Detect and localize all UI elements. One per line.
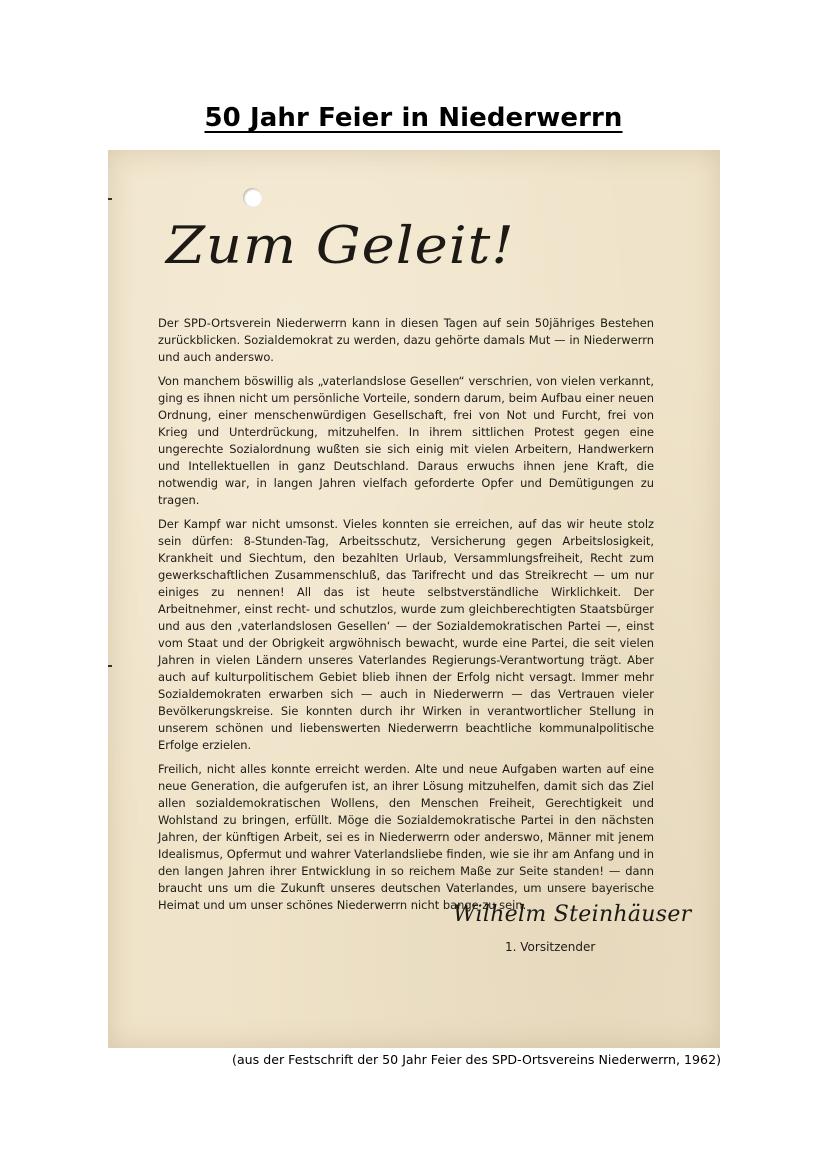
signature-role: 1. Vorsitzender <box>505 940 596 954</box>
paragraph: Der SPD-Ortsverein Niederwerrn kann in diesen Tagen auf sein 50jähriges Bestehen zurückblicken. Sozialdemokrat zu werden, dazu gehörte damals Mut — in Niederwerrn und auch anderswo. <box>158 316 654 364</box>
source-caption: (aus der Festschrift der 50 Jahr Feier des SPD-Ortsvereins Niederwerrn, 1962) <box>232 1052 721 1067</box>
page-title: 50 Jahr Feier in Niederwerrn <box>204 103 623 134</box>
signature: Wilhelm Steinhäuser <box>453 902 692 927</box>
paragraph: Freilich, nicht alles konnte erreicht werden. Alte und neue Aufgaben warten auf eine neue Generation, die aufgerufen ist, an ihrer Lösung mitzuhelfen, damit sich das Ziel allen sozialdemokratischen Wollens, den Menschen Freiheit, Gerechtigkeit und Wohlstand zu bringen, erfüllt. Möge die Sozialdemokratische Partei in den nächsten Jahren, der künftigen Arbeit, sei es in Niederwerrn oder anderswo, Männer mit jenem Idealismus, Opfermut und wahrer Vaterlandsliebe finden, wie sie ihr am Anfang und in den langen Jahren ihrer Entwicklung in so reichem Maße zur Seite standen! — dann braucht uns um die Zukunft unseres deutschen Vaterlandes, um unsere bayerische Heimat und um unser schönes Niederwerrn nicht bange zu sein. <box>158 762 654 912</box>
document-heading: Zum Geleit! <box>166 216 515 276</box>
paragraph: Der Kampf war nicht umsonst. Vieles konnten sie erreichen, auf das wir heute stolz sein dürfen: 8-Stunden-Tag, Arbeitsschutz, Versicherung gegen Arbeitslosigkeit, Krankheit und Siechtum, den bezahlten Urlaub, Versammlungsfreiheit, Recht zum gewerkschaftlichen Zusammenschluß, das Tarifrecht und das Streikrecht — um nur einiges zu nennen! All das ist heute selbstverständliche Wirklichkeit. Der Arbeitnehmer, einst recht- und schutzlos, wurde zum gleichberechtigten Staatsbürger und aus den ‚vaterlandslosen Gesellen‘ — der Sozialdemokratischen Partei —, einst vom Staat und der Obrigkeit argwöhnisch bewacht, wurde eine Partei, die seit vielen Jahren in vielen Ländern unseres Vaterlandes Regierungs-Verantwortung trägt. Aber auch auf kulturpolitischem Gebiet blieb ihnen der Erfolg nicht versagt. Immer mehr Sozialdemokraten erwarben sich — auch in Niederwerrn — das Vertrauen vieler Bevölkerungskreise. Sie konnten durch ihr Wirken in verantwortlicher Stellung in unserem schönen und liebenswerten Niederwerrn beachtliche kommunalpolitische Erfolge erzielen. <box>158 517 654 752</box>
paper-mark <box>108 198 112 200</box>
paper-mark <box>108 665 112 667</box>
scanned-document <box>108 150 720 1048</box>
paragraph: Von manchem böswillig als „vaterlandslose Gesellen“ verschrien, von vielen verkannt, ging es ihnen nicht um persönliche Vorteile, sondern darum, beim Aufbau einer neuen Ordnung, einer menschenwürdigen Gesellschaft, frei von Not und Furcht, frei von Krieg und Unterdrückung, mitzuhelfen. In ihrem sittlichen Protest gegen eine ungerechte Sozialordnung wußten sie sich einig mit vielen Arbeitern, Handwerkern und Intellektuellen in ganz Deutschland. Daraus erwuchs ihnen jene Kraft, die notwendig war, in langen Jahren vielfach geforderte Opfer und Demütigungen zu tragen. <box>158 374 654 507</box>
document-body <box>158 315 654 921</box>
punch-hole <box>243 188 262 207</box>
